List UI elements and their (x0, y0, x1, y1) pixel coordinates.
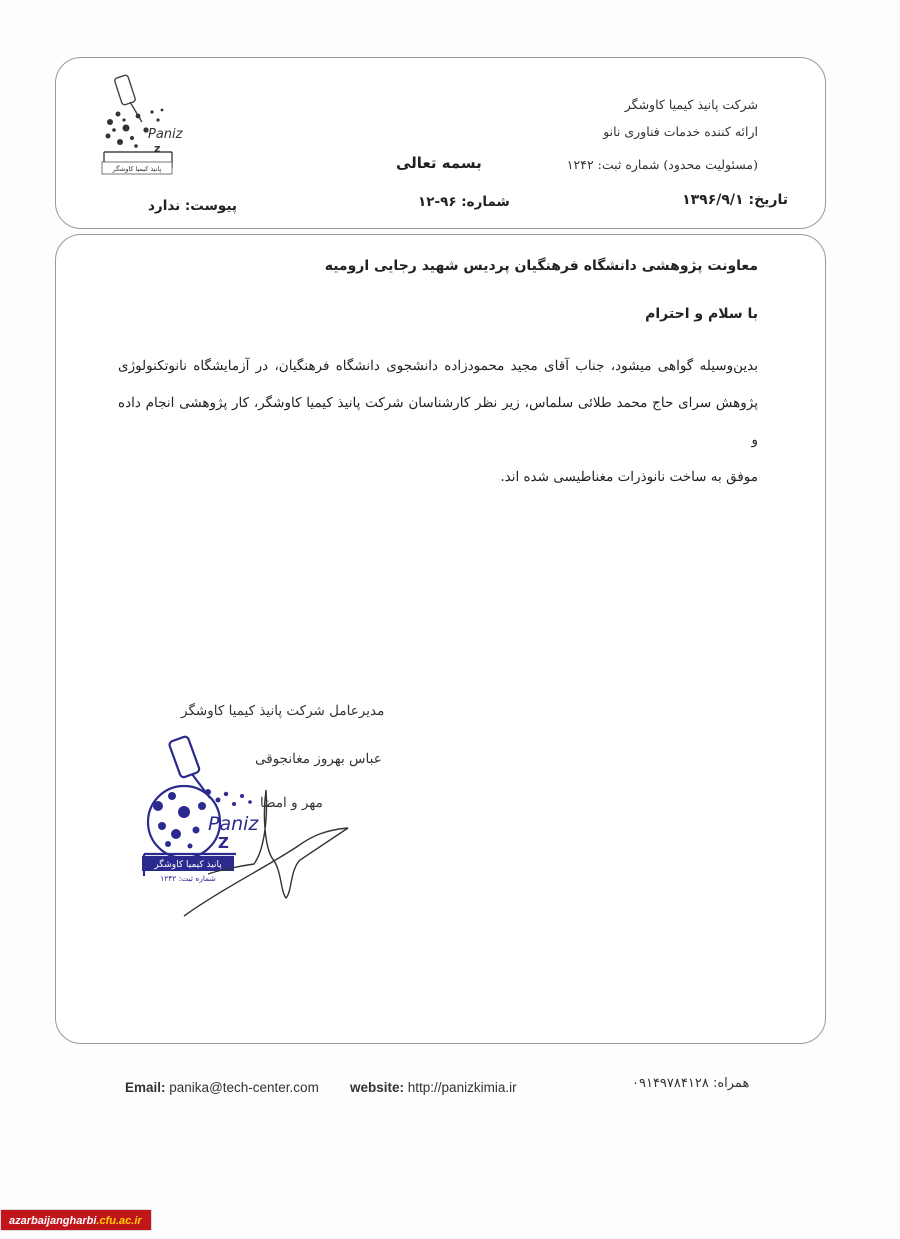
email-label: Email: (125, 1080, 166, 1095)
svg-text:z: z (154, 142, 161, 155)
letter-date: تاریخ: ۱۳۹۶/۹/۱ (682, 192, 788, 208)
website-value: http://panizkimia.ir (407, 1080, 517, 1095)
signatory-title: مدیرعامل شرکت پانیذ کیمیا کاوشگر (181, 703, 385, 719)
signatory-name: عباس بهروز مغانجوقی (255, 751, 382, 767)
footer-email (125, 1080, 319, 1095)
stamp-brand-text: Paniz (208, 813, 259, 835)
paragraph-line: موفق به ساخت نانوذرات مغناطیسی شده اند. (500, 469, 758, 485)
footer-website (350, 1080, 517, 1095)
letter-greeting: با سلام و احترام (645, 306, 758, 322)
stamp-registration: شماره ثبت: ۱۲۴۲ (160, 874, 216, 883)
email-value: panika@tech-center.com (169, 1080, 319, 1095)
handwritten-signature (180, 780, 355, 920)
letter-paragraph (118, 348, 758, 496)
footer-mobile (632, 1076, 749, 1091)
source-domain: azarbaijangharbi (9, 1215, 97, 1227)
source-watermark (0, 1209, 152, 1231)
letter-recipient: معاونت پژوهشی دانشگاه فرهنگیان پردیس شهید رجایی ارومیه (324, 258, 758, 274)
basmala-heading: بسمه تعالی (396, 154, 482, 172)
company-registration: (مسئولیت محدود) شماره ثبت: ۱۲۴۲ (566, 157, 758, 172)
mobile-label: همراه: (712, 1076, 750, 1091)
logo-caption: پانیذ کیمیا کاوشگر (112, 165, 162, 173)
stamp-caption: پانیذ کیمیا کاوشگر (154, 860, 222, 870)
paragraph-line: بدین‌وسیله گواهی میشود، جناب آقای مجید محمودزاده دانشجوی دانشگاه فرهنگیان، در آزمایشگاه نانوتکنولوژی (118, 358, 758, 374)
source-suffix: .cfu.ac.ir (96, 1215, 142, 1227)
letter-number: شماره: ۹۶-۱۲ (418, 194, 510, 210)
logo-brand-text: Paniz (148, 127, 183, 142)
website-label: website: (350, 1080, 405, 1095)
company-logo (96, 72, 188, 184)
company-service: ارائه کننده خدمات فناوری نانو (603, 124, 758, 139)
paragraph-line: پژوهش سرای حاج محمد طلائی سلماس، زیر نظر کارشناسان شرکت پانیذ کیمیا کاوشگر، کار پژوهشی انجام داده و (118, 395, 758, 448)
svg-text:Z: Z (218, 834, 229, 852)
mobile-value: ۰۹۱۴۹۷۸۴۱۲۸ (632, 1076, 709, 1091)
seal-label: مهر و امضا (260, 795, 323, 811)
company-name: شرکت پانیذ کیمیا کاوشگر (624, 97, 758, 112)
letter-attachment: پیوست: ندارد (148, 198, 237, 214)
